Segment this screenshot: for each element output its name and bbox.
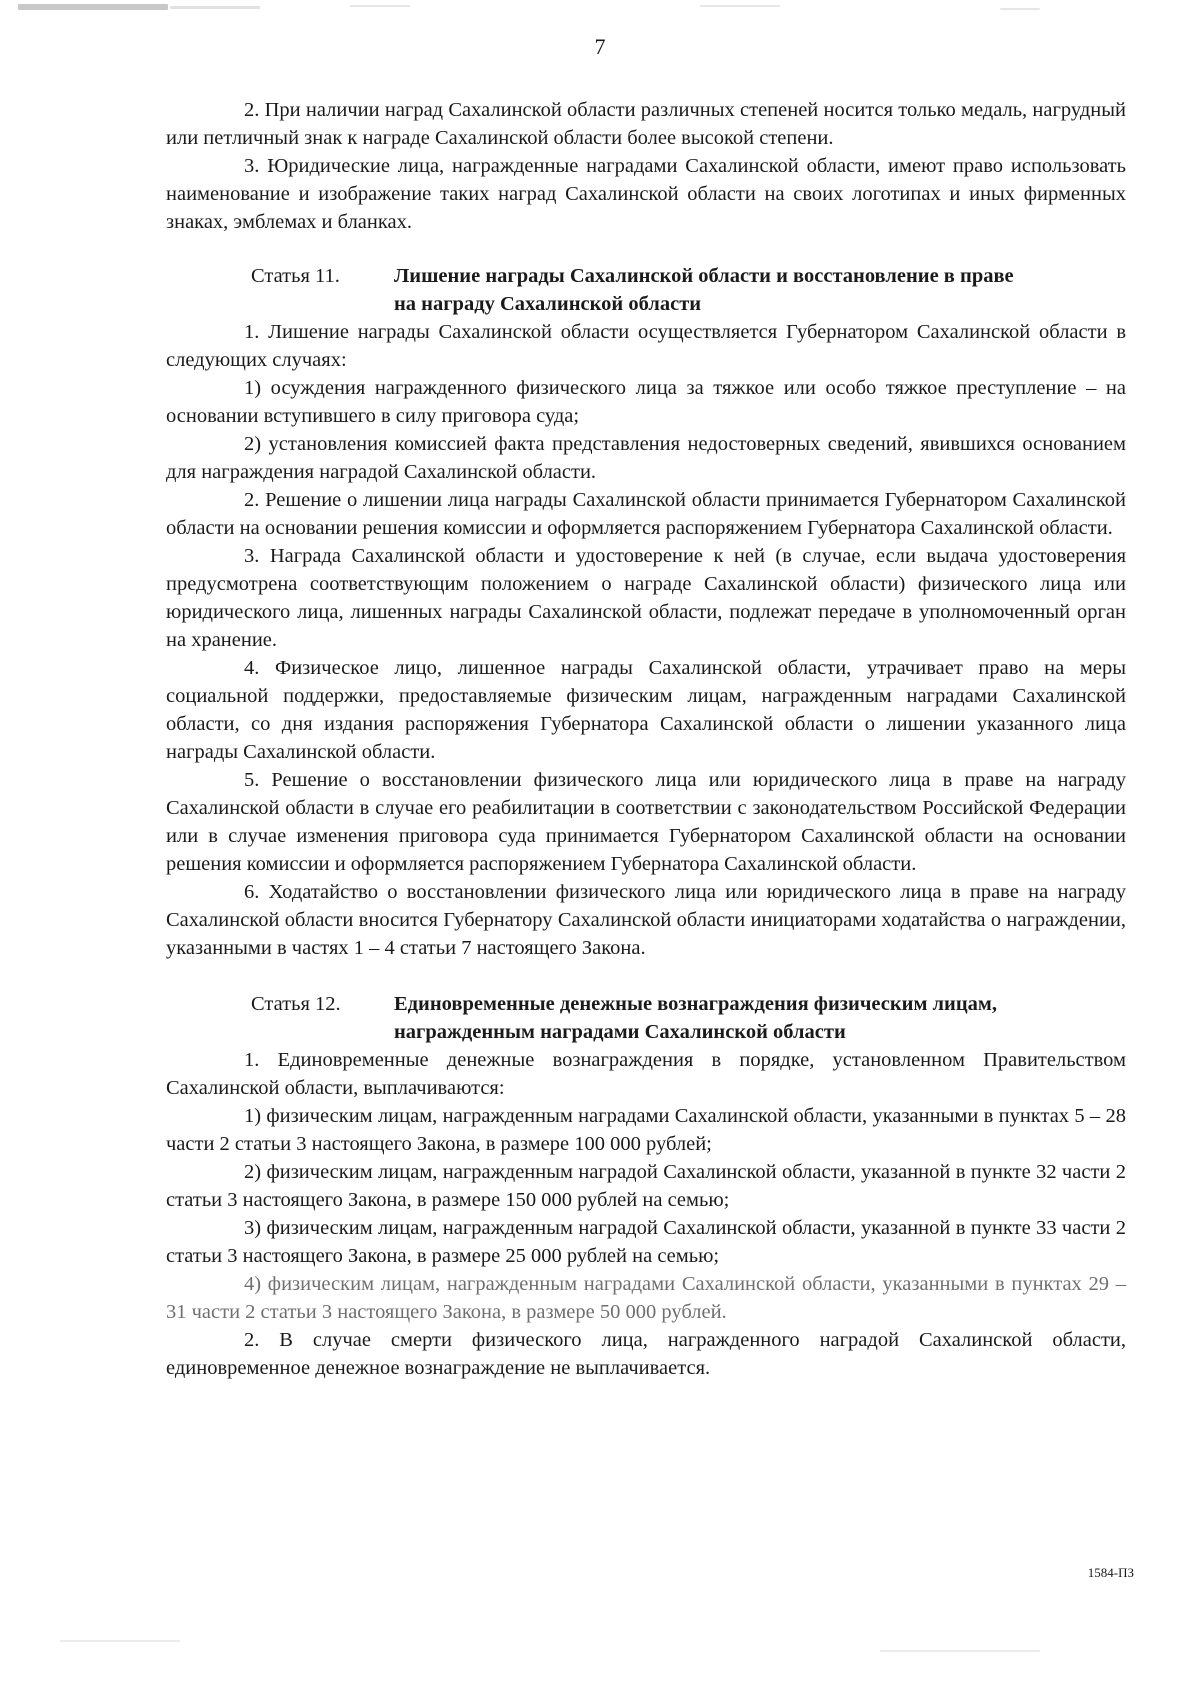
document-body (166, 96, 1126, 1382)
article-11-heading (166, 262, 1126, 318)
list-item: 2) установления комиссией факта представления недостоверных сведений, явившихся основанием для награждения наградой Сахалинской области. (166, 433, 1126, 483)
paragraph: 1. Лишение награды Сахалинской области осуществляется Губернатором Сахалинской области в следующих случаях: (166, 321, 1126, 371)
list-item: 1) осуждения награжденного физического лица за тяжкое или особо тяжкое преступление – на основании вступившего в силу приговора суда; (166, 377, 1126, 427)
paragraph: 5. Решение о восстановлении физического лица или юридического лица в праве на награду Сахалинской области в случае его реабилитации в соответствии с законодательством Российской Федерации или в случае изменения приговора суда принимается Губернатором Сахалинской области на основании решения комиссии и оформляется распоряжением Губернатора Сахалинской области. (166, 769, 1126, 875)
paragraph: 1. Единовременные денежные вознаграждения в порядке, установленном Правительством Сахалинской области, выплачиваются: (166, 1049, 1126, 1099)
list-item: 2) физическим лицам, награжденным наградой Сахалинской области, указанной в пункте 32 части 2 статьи 3 настоящего Закона, в размере 150 000 рублей на семью; (166, 1161, 1126, 1211)
paragraph: 2. Решение о лишении лица награды Сахалинской области принимается Губернатором Сахалинской области на основании решения комиссии и оформляется распоряжением Губернатора Сахалинской области. (166, 489, 1126, 539)
article-title (394, 262, 1126, 318)
paragraph: 3. Юридические лица, награжденные наградами Сахалинской области, имеют право использовать наименование и изображение таких наград Сахалинской области на своих логотипах и иных фирменных знаках, эмблемах и бланках. (166, 155, 1126, 233)
paragraph: 6. Ходатайство о восстановлении физического лица или юридического лица в праве на награду Сахалинской области вносится Губернатору Сахалинской области инициаторами ходатайства о награждении, указанными в частях 1 – 4 статьи 7 настоящего Закона. (166, 881, 1126, 959)
article-number: Статья 11. (251, 265, 340, 287)
paragraph: 2. При наличии наград Сахалинской области различных степеней носится только медаль, нагрудный или петличный знак к награде Сахалинской области более высокой степени. (166, 99, 1126, 149)
document-code: 1584-ПЗ (1087, 1565, 1134, 1580)
article-title-line: на награду Сахалинской области (394, 293, 702, 315)
article-title-line: Лишение награды Сахалинской области и восстановление в праве (394, 265, 1014, 287)
article-number: Статья 12. (251, 993, 341, 1015)
paragraph: 3. Награда Сахалинской области и удостоверение к ней (в случае, если выдача удостоверения предусмотрена соответствующим положением о награде Сахалинской области) физического лица или юридического лица, лишенных награды Сахалинской области, подлежат передаче в уполномоченный орган на хранение. (166, 545, 1126, 651)
article-12-heading (166, 990, 1126, 1046)
list-item: 1) физическим лицам, награжденным наградами Сахалинской области, указанными в пунктах 5 – 28 части 2 статьи 3 настоящего Закона, в размере 100 000 рублей; (166, 1105, 1126, 1155)
list-item: 3) физическим лицам, награжденным наградой Сахалинской области, указанной в пункте 33 части 2 статьи 3 настоящего Закона, в размере 25 000 рублей на семью; (166, 1217, 1126, 1267)
article-title-line: награжденным наградами Сахалинской области (394, 1021, 846, 1043)
article-title-line: Единовременные денежные вознаграждения физическим лицам, (394, 993, 998, 1015)
paragraph: 4. Физическое лицо, лишенное награды Сахалинской области, утрачивает право на меры социальной поддержки, предоставляемые физическим лицам, награжденным наградами Сахалинской области, со дня издания распоряжения Губернатора Сахалинской области о лишении указанного лица награды Сахалинской области. (166, 657, 1126, 763)
page-number: 7 (594, 34, 606, 59)
paragraph: 2. В случае смерти физического лица, награжденного наградой Сахалинской области, единовременное денежное вознаграждение не выплачивается. (166, 1329, 1126, 1379)
article-title (394, 990, 1126, 1046)
list-item: 4) физическим лицам, награжденным наградами Сахалинской области, указанными в пунктах 29 – 31 части 2 статьи 3 настоящего Закона, в размере 50 000 рублей. (166, 1273, 1126, 1323)
